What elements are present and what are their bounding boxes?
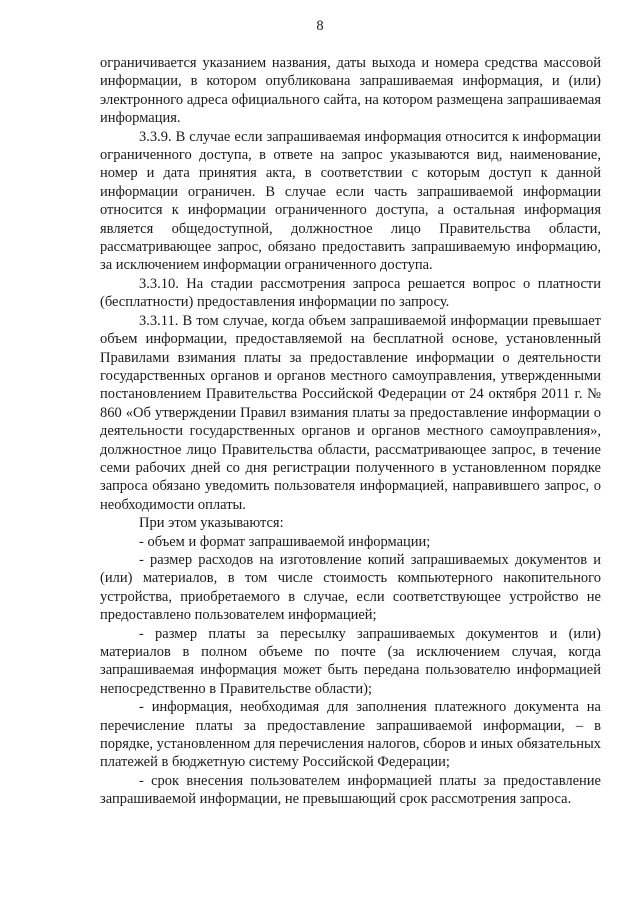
list-item-volume-format: - объем и формат запрашиваемой информации; xyxy=(139,533,431,550)
paragraph-list-intro: При этом указываются: xyxy=(139,515,284,532)
page-number: 8 xyxy=(316,18,324,34)
paragraph-3-3-10: 3.3.10. На стадии рассмотрения запроса решается вопрос о платности (бесплатности) предоставления информации по запросу. xyxy=(100,275,601,311)
document-body xyxy=(100,54,601,809)
paragraph-3-3-9: 3.3.9. В случае если запрашиваемая информация относится к информации ограниченного доступа, в ответе на запрос указываются вид, наименование, номер и дата принятия акта, в соответствии с которым доступ к данной информации ограничен. В случае если часть запрашиваемой информации относится к информации ограниченного доступа, а остальная информация является общедоступной, должностное лицо Правительства области, рассматривающее запрос, обязано предоставить запрашиваемую информацию, за исключением информации ограниченного доступа. xyxy=(100,128,601,274)
paragraph-continuation: ограничивается указанием названия, даты выхода и номера средства массовой информации, в котором опубликована запрашиваемая информация, и (или) электронного адреса официального сайта, на котором размещена запрашиваемая информация. xyxy=(100,55,601,127)
paragraph-3-3-11: 3.3.11. В том случае, когда объем запрашиваемой информации превышает объем информации, предоставляемой на бесплатной основе, установленный Правилами взимания платы за предоставление информации о деятельности государственных органов и органов местного самоуправления, утвержденными постановлением Правительства Российской Федерации от 24 октября 2011 г. № 860 «Об утверждении Правил взимания платы за предоставление информации о деятельности государственных органов и органов местного самоуправления», должностное лицо Правительства области, рассматривающее запрос, в течение семи рабочих дней со дня регистрации полученного в установленном порядке запроса обязано уведомить пользователя информацией, направившего запрос, о необходимости оплаты. xyxy=(100,312,601,513)
list-item-payment-deadline: - срок внесения пользователем информацией платы за предоставление запрашиваемой информации, не превышающий срок рассмотрения запроса. xyxy=(100,772,601,808)
list-item-payment-details: - информация, необходимая для заполнения платежного документа на перечисление платы за предоставление запрашиваемой информации, – в порядке, установленном для перечисления налогов, сборов и иных обязательных платежей в бюджетную систему Российской Федерации; xyxy=(100,699,601,771)
list-item-copy-costs: - размер расходов на изготовление копий запрашиваемых документов и (или) материалов, в том числе стоимость компьютерного накопительного устройства, приобретаемого в случае, если соответствующее устройство не предоставлено пользователем информацией; xyxy=(100,551,601,624)
list-item-postage-fee: - размер платы за пересылку запрашиваемых документов и (или) материалов в полном объеме по почте (за исключением случая, когда запрашиваемая информация может быть передана пользователю информацией непосредственно в Правительстве области); xyxy=(100,625,601,697)
